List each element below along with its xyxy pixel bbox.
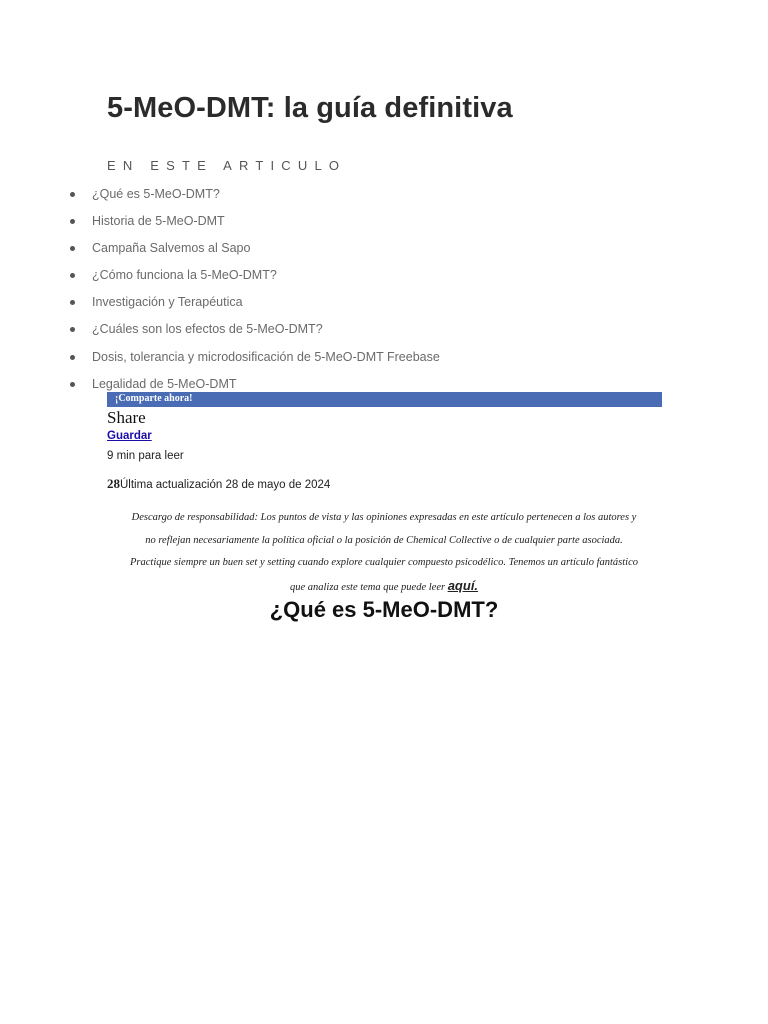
toc-item-label: ¿Qué es 5-MeO-DMT? bbox=[92, 187, 220, 201]
toc-item[interactable] bbox=[70, 186, 440, 213]
toc-item[interactable] bbox=[70, 240, 440, 267]
share-bar[interactable]: ¡Comparte ahora! bbox=[107, 392, 662, 407]
here-link[interactable]: aquí. bbox=[447, 577, 479, 593]
toc-item[interactable] bbox=[70, 294, 440, 321]
toc-item-label: Investigación y Terapéutica bbox=[92, 295, 243, 310]
disclaimer-line: no reflejan necesariamente la política oficial o la posición de Chemical Collective o de cualquier parte asociada. bbox=[145, 534, 623, 546]
last-updated bbox=[107, 476, 330, 492]
bullet-icon bbox=[70, 192, 75, 197]
read-time: 9 min para leer bbox=[107, 450, 184, 462]
toc-item-label: Legalidad de 5-MeO-DMT bbox=[92, 376, 237, 391]
disclaimer-line: que analiza este tema que puede leer bbox=[289, 581, 446, 593]
toc-item[interactable] bbox=[70, 213, 440, 240]
disclaimer bbox=[100, 507, 668, 599]
toc-item[interactable] bbox=[70, 267, 440, 294]
share-label[interactable]: Share bbox=[107, 408, 146, 427]
bullet-icon bbox=[70, 246, 75, 251]
update-text: Última actualización 28 de mayo de 2024 bbox=[120, 479, 331, 491]
bullet-icon bbox=[70, 300, 75, 305]
update-day: 28 bbox=[107, 476, 120, 491]
disclaimer-line: Descargo de responsabilidad: Los puntos de vista y las opiniones expresadas en este artículo pertenecen a los autores y bbox=[131, 512, 637, 523]
toc-item-label: Historia de 5-MeO-DMT bbox=[92, 214, 225, 229]
page-title: 5-MeO-DMT: la guía definitiva bbox=[107, 92, 513, 124]
save-link[interactable]: Guardar bbox=[107, 430, 152, 442]
toc-item-label: Dosis, tolerancia y microdosificación de 5-MeO-DMT Freebase bbox=[92, 349, 440, 364]
disclaimer-line: Practique siempre un buen set y setting cuando explore cualquier compuesto psicodélico. Tenemos un artículo fantástico bbox=[130, 557, 638, 568]
toc-item-label: ¿Cuáles son los efectos de 5-MeO-DMT? bbox=[92, 322, 323, 337]
toc-item[interactable] bbox=[70, 349, 440, 376]
toc-heading: EN ESTE ARTICULO bbox=[107, 158, 347, 173]
bullet-icon bbox=[70, 219, 75, 224]
bullet-icon bbox=[70, 355, 75, 360]
toc-item-label: Campaña Salvemos al Sapo bbox=[92, 241, 251, 256]
bullet-icon bbox=[70, 382, 75, 387]
bullet-icon bbox=[70, 327, 75, 332]
section-title: ¿Qué es 5-MeO-DMT? bbox=[269, 597, 499, 622]
bullet-icon bbox=[70, 273, 75, 278]
toc-item[interactable] bbox=[70, 321, 440, 348]
table-of-contents bbox=[70, 186, 440, 403]
toc-item-label: ¿Cómo funciona la 5-MeO-DMT? bbox=[92, 268, 277, 283]
